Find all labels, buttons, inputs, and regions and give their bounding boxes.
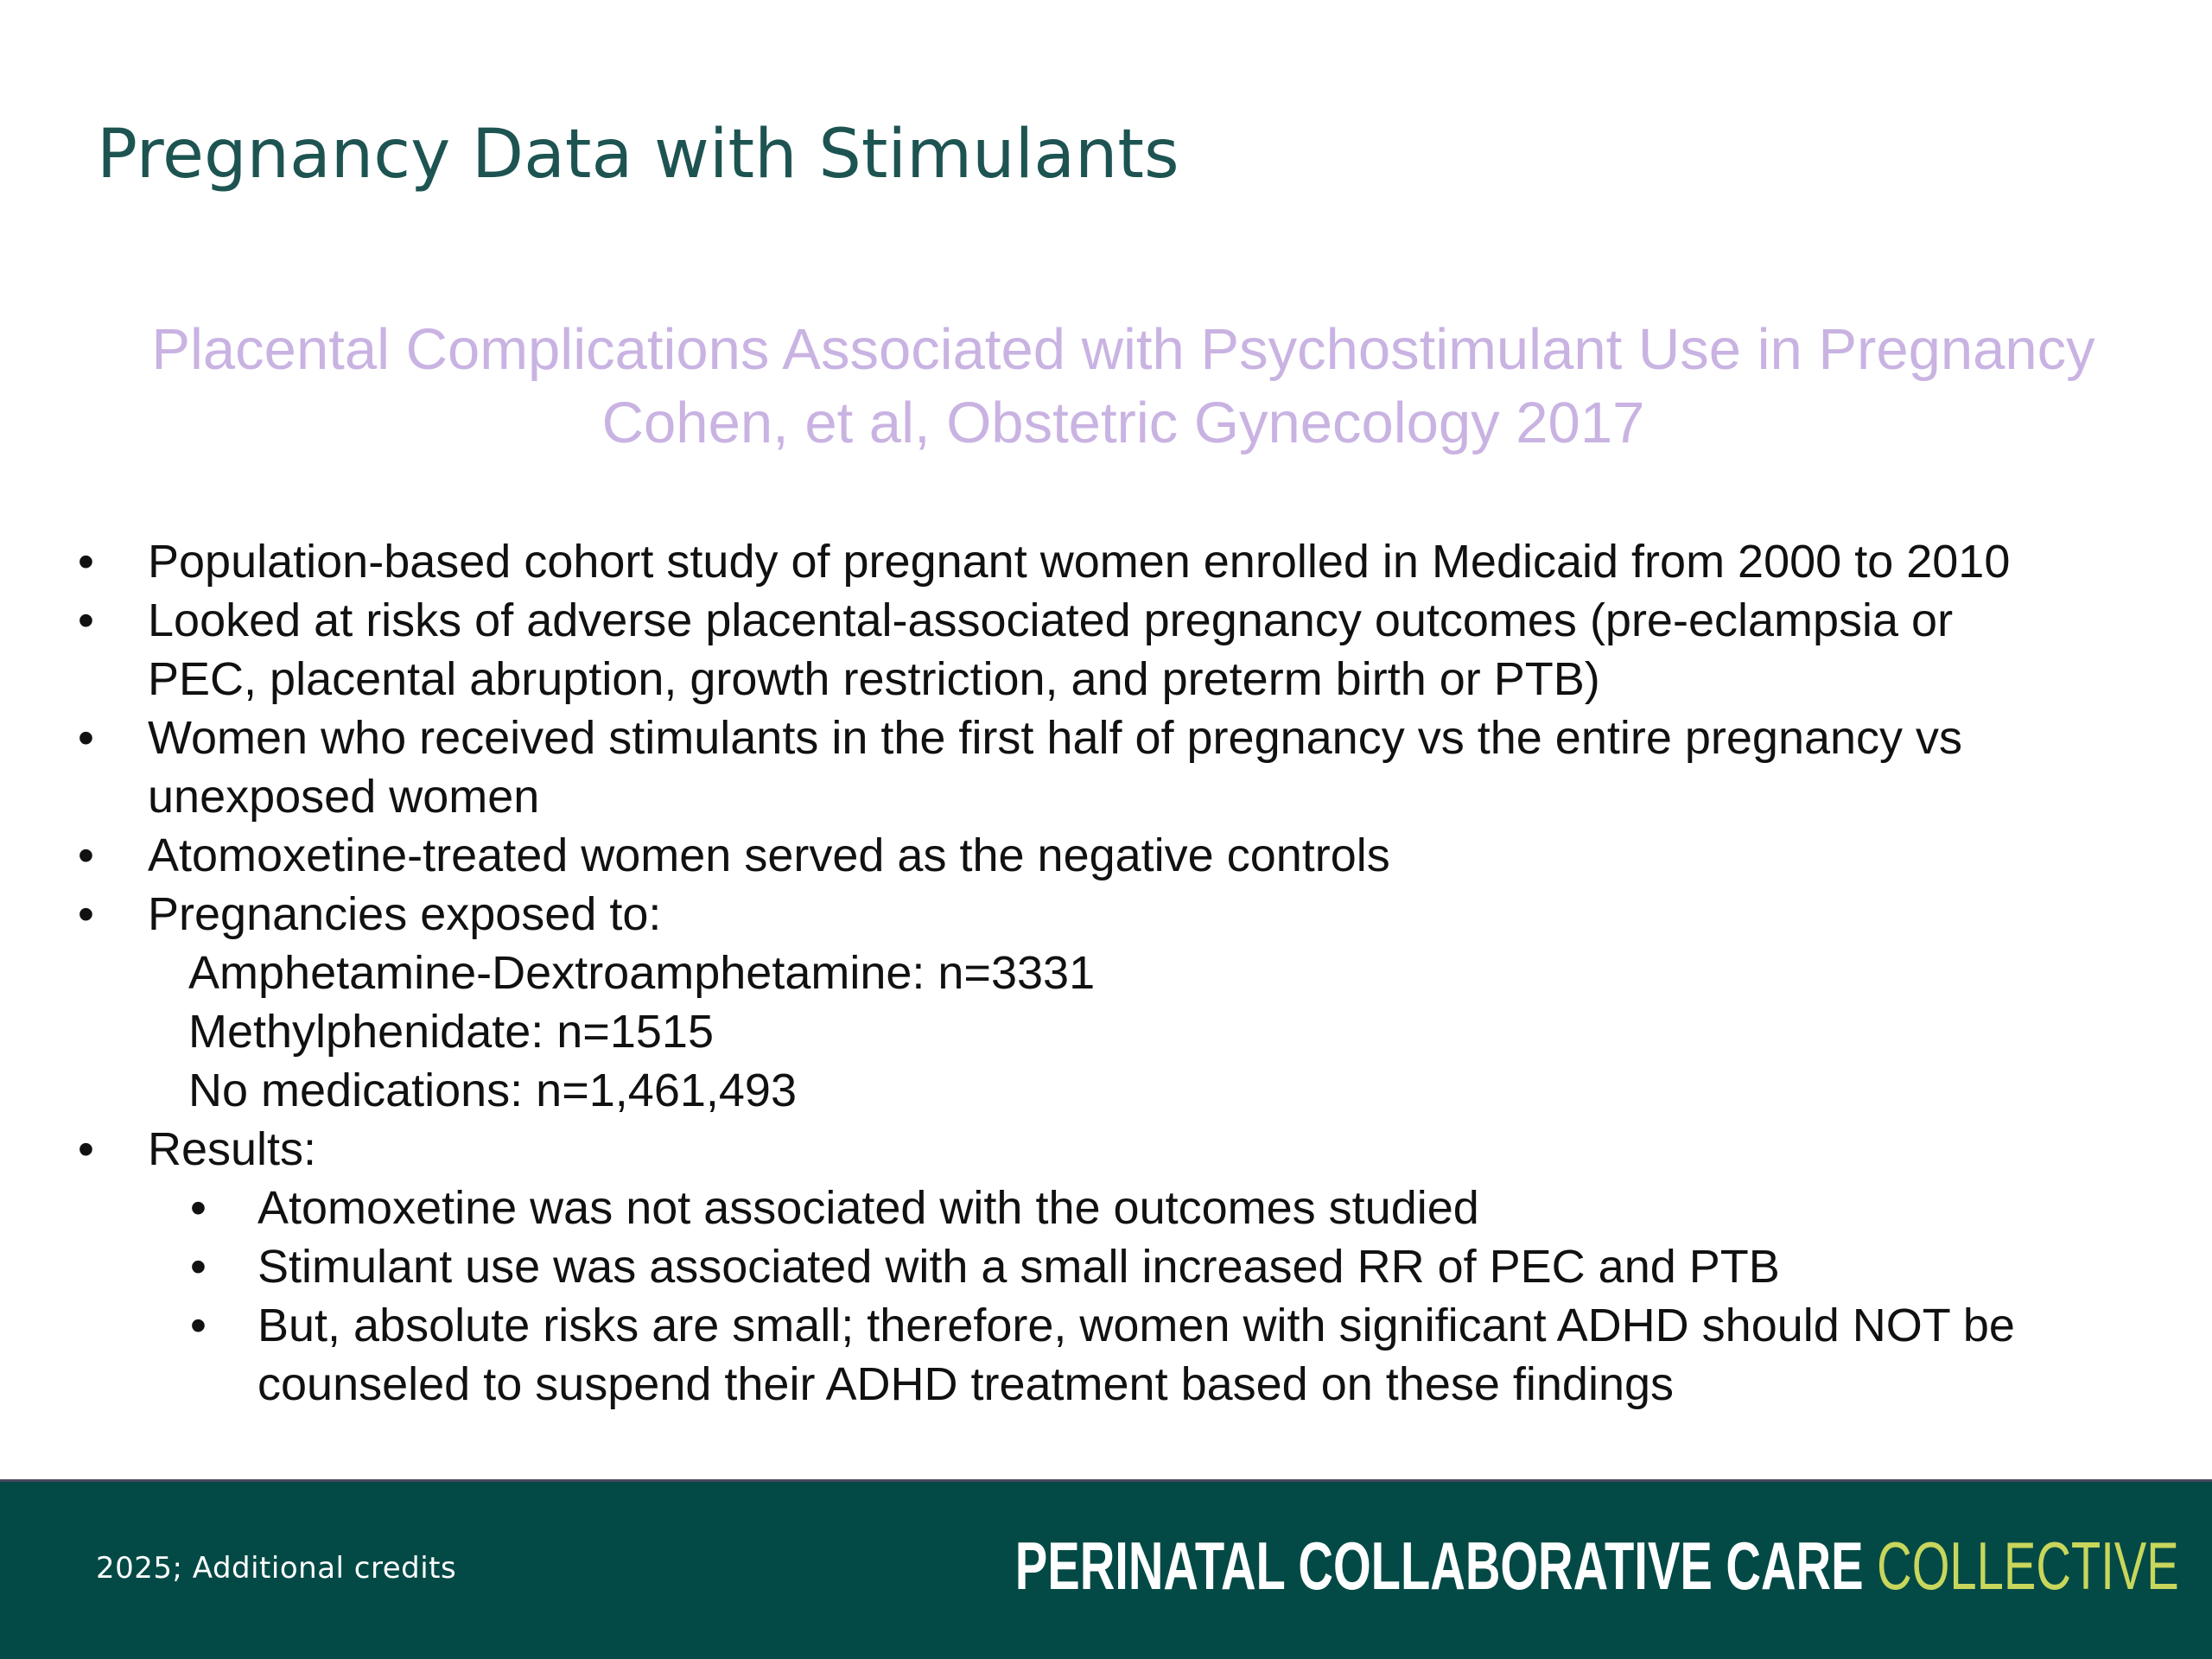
bullet-list: [0, 532, 2212, 1414]
brand-name: PERINATAL COLLABORATIVE CARE: [1015, 1528, 1864, 1604]
sub-bullet-marker: •: [190, 1300, 207, 1351]
bullet-item: [0, 591, 2212, 650]
bullet-marker: •: [78, 888, 94, 940]
study-reference: Cohen, et al, Obstetric Gynecology 2017: [601, 391, 1645, 455]
sub-bullet-marker: •: [190, 1241, 207, 1293]
study-title: Placental Complications Associated with Psychostimulant Use in Pregnancy: [151, 317, 2095, 382]
brand-logo: [1015, 1528, 2179, 1604]
bullet-continuation: [0, 767, 2212, 826]
bullet-item: [0, 885, 2212, 944]
bullet-item: [0, 1120, 2212, 1179]
bullet-marker: •: [78, 830, 94, 881]
bullet-text: Pregnancies exposed to:: [148, 888, 662, 940]
bullet-text: unexposed women: [148, 771, 540, 823]
bullet-marker: •: [78, 712, 94, 764]
study-citation: [0, 313, 2212, 460]
footer-credit: 2025; Additional credits: [96, 1551, 457, 1586]
bullet-text: PEC, placental abruption, growth restriction, and preterm birth or PTB): [148, 653, 1600, 705]
bullet-text: Results:: [148, 1123, 317, 1175]
exposure-amphetamine: Amphetamine-Dextroamphetamine: n=3331: [188, 947, 1096, 999]
sub-bullet-item: [0, 1296, 2212, 1355]
bullet-text: Looked at risks of adverse placental-associated pregnancy outcomes (pre-eclampsia or: [148, 594, 1954, 646]
exposure-detail: [0, 1002, 2212, 1061]
sub-bullet-text: counseled to suspend their ADHD treatment based on these findings: [257, 1358, 1675, 1410]
sub-bullet-item: [0, 1237, 2212, 1296]
bullet-text: Population-based cohort study of pregnant women enrolled in Medicaid from 2000 to 2010: [148, 536, 2011, 588]
bullet-marker: •: [78, 594, 94, 646]
exposure-detail: [0, 944, 2212, 1002]
bullet-text: Atomoxetine-treated women served as the negative controls: [148, 830, 1390, 881]
sub-bullet-continuation: [0, 1355, 2212, 1414]
bullet-marker: •: [78, 536, 94, 588]
brand-accent: COLLECTIVE: [1877, 1528, 2179, 1604]
exposure-none: No medications: n=1,461,493: [188, 1065, 797, 1116]
bullet-item: [0, 826, 2212, 885]
sub-bullet-text: Atomoxetine was not associated with the outcomes studied: [257, 1182, 1479, 1234]
sub-bullet-item: [0, 1179, 2212, 1237]
bullet-item: [0, 709, 2212, 767]
slide-title: Pregnancy Data with Stimulants: [97, 116, 1179, 194]
sub-bullet-text: Stimulant use was associated with a small increased RR of PEC and PTB: [257, 1241, 1780, 1293]
bullet-item: [0, 532, 2212, 591]
bullet-continuation: [0, 650, 2212, 709]
footer-bar: [0, 1479, 2212, 1659]
exposure-methylphenidate: Methylphenidate: n=1515: [188, 1006, 714, 1058]
bullet-marker: •: [78, 1123, 94, 1175]
sub-bullet-text: But, absolute risks are small; therefore, women with significant ADHD should NOT be: [257, 1300, 2015, 1351]
exposure-detail: [0, 1061, 2212, 1120]
sub-bullet-marker: •: [190, 1182, 207, 1234]
bullet-text: Women who received stimulants in the first half of pregnancy vs the entire pregnancy vs: [148, 712, 1963, 764]
